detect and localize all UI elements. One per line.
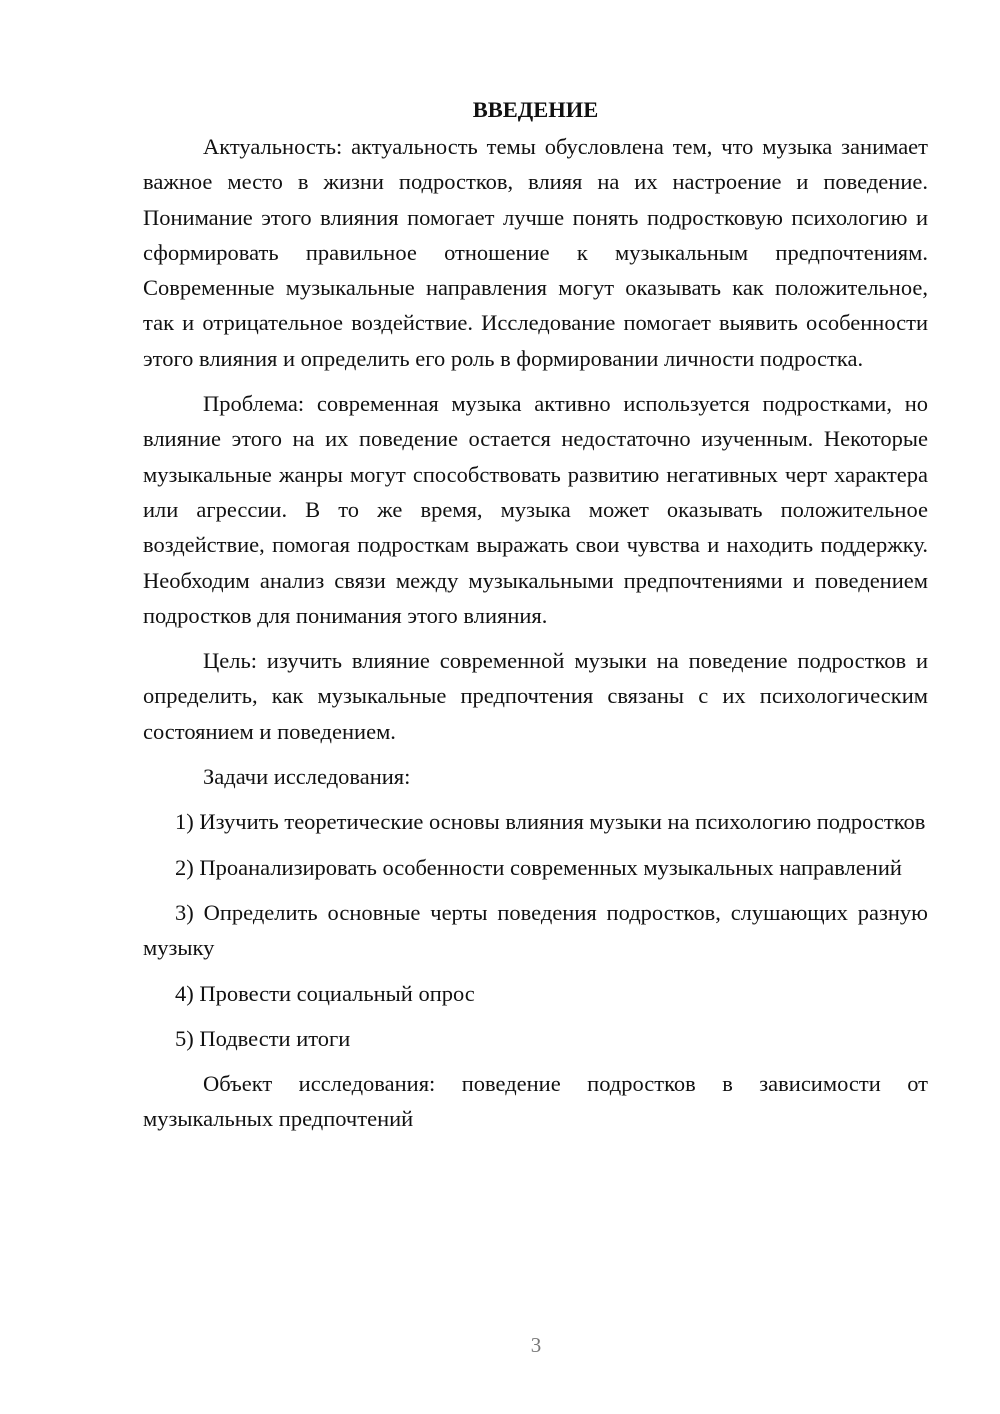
page-number: 3	[530, 1333, 542, 1357]
object-paragraph: Объект исследования: поведение подростков в зависимости от музыкальных предпочтений	[143, 1071, 928, 1132]
task-item-5: 5) Подвести итоги	[175, 1025, 351, 1051]
page-content	[143, 92, 928, 1147]
relevance-paragraph: Актуальность: актуальность темы обусловлена тем, что музыка занимает важное место в жизни подростков, влияя на их настроение и поведение. Понимание этого влияния помогает лучше понять подростковую психологию и сформировать правильное отношение к музыкальным предпочтениям. Современные музыкальные направления могут оказывать как положительное, так и отрицательное воздействие. Исследование помогает выявить особенности этого влияния и определить его роль в формировании личности подростка.	[143, 134, 928, 371]
page-title: ВВЕДЕНИЕ	[472, 97, 599, 122]
task-item-2: 2) Проанализировать особенности современных музыкальных направлений	[175, 854, 902, 880]
task-item-3: 3) Определить основные черты поведения подростков, слушающих разную музыку	[143, 899, 928, 961]
task-item-1: 1) Изучить теоретические основы влияния музыки на психологию подростков	[175, 809, 926, 835]
goal-paragraph: Цель: изучить влияние современной музыки на поведение подростков и определить, как музыкальные предпочтения связаны с их психологическим состоянием и поведением.	[143, 648, 928, 744]
problem-paragraph: Проблема: современная музыка активно используется подростками, но влияние этого на их поведение остается недостаточно изученным. Некоторые музыкальные жанры могут способствовать развитию негативных черт характера или агрессии. В то же время, музыка может оказывать положительное воздействие, помогая подросткам выражать свои чувства и находить поддержку. Необходим анализ связи между музыкальными предпочтениями и поведением подростков для понимания этого влияния.	[143, 391, 928, 628]
task-item-4: 4) Провести социальный опрос	[175, 980, 475, 1006]
tasks-heading: Задачи исследования:	[203, 764, 411, 790]
